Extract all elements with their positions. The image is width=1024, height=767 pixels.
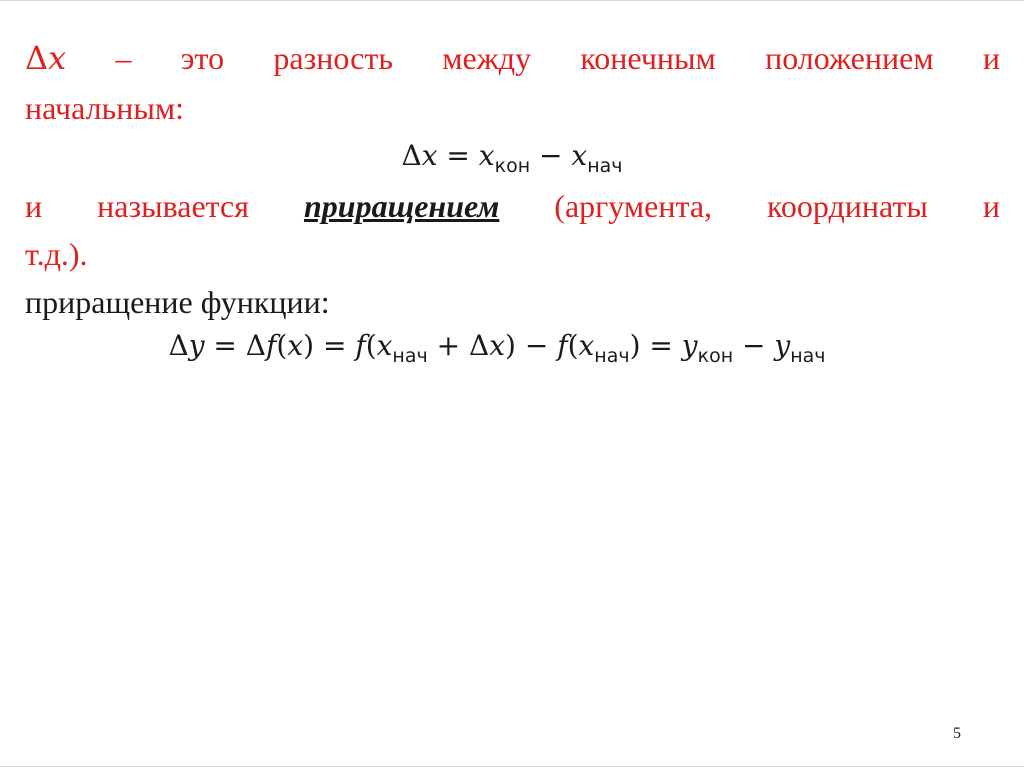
equation-delta-y — [0, 326, 1009, 376]
equation-delta-x — [0, 136, 1024, 186]
eq1-x-final: x — [478, 139, 495, 172]
eq2-subscript-nach-1: нач — [392, 345, 428, 367]
eq2-plus-delta: + Δ — [427, 329, 490, 362]
eq1-subscript-kon: кон — [494, 155, 531, 177]
eq2-delta: Δ — [168, 329, 189, 362]
definition-text: – это разность между конечным положением и — [66, 40, 1000, 76]
delta-symbol: Δ — [25, 39, 49, 77]
eq2-y: y — [188, 329, 205, 362]
function-increment-label: приращение функции: — [25, 284, 330, 320]
page-number: 5 — [953, 725, 961, 742]
eq2-close-equals-2: ) = — [629, 329, 682, 362]
eq1-x-initial: x — [571, 139, 588, 172]
variable-x: x — [48, 39, 67, 77]
eq2-y-final: y — [681, 329, 698, 362]
eq2-f-3: f — [557, 329, 568, 362]
eq2-subscript-nach-3: нач — [790, 345, 826, 367]
eq1-delta: Δ — [401, 139, 422, 172]
increment-prefix: и называется — [25, 188, 304, 224]
eq2-open-paren-3: ( — [567, 329, 579, 362]
eq2-f: f — [266, 329, 277, 362]
eq1-minus: − — [530, 139, 572, 172]
increment-line-1 — [25, 182, 1000, 230]
eq2-subscript-nach-2: нач — [594, 345, 630, 367]
eq2-equals-delta: = Δ — [204, 329, 267, 362]
definition-line-1 — [25, 34, 1000, 82]
eq2-subscript-kon: кон — [697, 345, 734, 367]
increment-line-2 — [25, 230, 1000, 278]
definition-continuation: начальным: — [25, 90, 184, 126]
eq2-close-minus: ) − — [505, 329, 558, 362]
eq1-subscript-nach: нач — [587, 155, 623, 177]
eq2-x: x — [287, 329, 304, 362]
eq2-x-2: x — [376, 329, 393, 362]
eq2-x-4: x — [578, 329, 595, 362]
eq2-open-paren-2: ( — [365, 329, 377, 362]
top-border — [0, 0, 1024, 1]
increment-suffix: (аргумента, координаты и — [499, 188, 1001, 224]
eq2-minus: − — [733, 329, 775, 362]
function-increment-heading — [25, 278, 1000, 326]
eq1-equals: = — [437, 139, 479, 172]
eq2-y-initial: y — [774, 329, 791, 362]
eq1-x: x — [421, 139, 438, 172]
definition-line-2 — [25, 84, 1000, 132]
eq2-x-3: x — [489, 329, 505, 362]
eq2-f-2: f — [355, 329, 366, 362]
eq2-close-equals: ) = — [303, 329, 356, 362]
increment-term: приращением — [303, 188, 500, 224]
increment-continuation: т.д.). — [25, 236, 88, 272]
eq2-open-paren: ( — [276, 329, 288, 362]
